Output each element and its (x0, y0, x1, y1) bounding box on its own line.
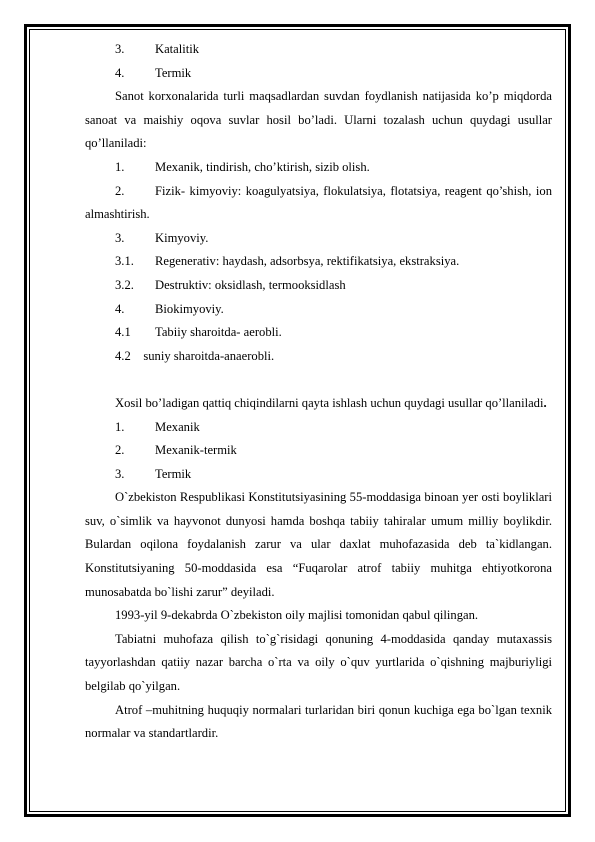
list-number: 3. (115, 42, 125, 56)
list-text: Mexanik, tindirish, cho’ktirish, sizib olish. (155, 159, 370, 174)
list-item (85, 274, 552, 298)
list-number: 4.1 (115, 325, 131, 340)
list-item: 4.2 suniy sharoitda-anaerobli. (115, 348, 275, 363)
paragraph-1993: 1993-yil 9-dekabrda O`zbekiston oily majlisi tomonidan qabul qilingan. (115, 608, 479, 623)
paragraph-xosil (85, 392, 552, 416)
paragraph-constitution: O`zbekiston Respublikasi Konstitutsiyasining 55-moddasiga binoan yer osti boyliklari suv, o`simlik va hayvonot dunyosi hamda boshqa tabiiy tahiralar umum milliy boylikdir. Bulardan oqilona foydalanish zarur va ular daxlat muhofazasida deb ta`kidlangan. Konstitutsiyaning 50-moddasida esa “Fuqarolar atrof tabiiy muhitga ehtiyotkorona munosabatda bo`lishi zarur” deyiladi. (85, 490, 552, 599)
list-item-wrapped (85, 180, 552, 227)
paragraph-atrof: Atrof –muhitning huquqiy normalari turlaridan biri qonun kuchiga ega bo`lgan texnik normalar va standartlardir. (85, 702, 552, 741)
list-item (85, 439, 552, 463)
list-item (85, 298, 552, 322)
list-number: 3.2. (115, 277, 134, 292)
document-body (85, 38, 552, 746)
list-text: Tabiiy sharoitda- aerobli. (155, 325, 282, 340)
blank-line (85, 368, 552, 392)
list-item (85, 38, 552, 62)
list-item (85, 416, 552, 440)
list-number: 2. (115, 443, 125, 458)
paragraph-sanot: Sanot korxonalarida turli maqsadlardan suvdan foydlanish natijasida ko’p miqdorda sanoat va maishiy oqova suvlar hosil bo’ladi. Ularni tozalash uchun quydagi usullar qo’llaniladi: (85, 89, 552, 151)
list-number: 1. (115, 419, 125, 434)
list-number: 4. (115, 301, 125, 316)
paragraph-text: Xosil bo’ladigan qattiq chiqindilarni qayta ishlash uchun quydagi usullar qo’llaniladi (115, 395, 544, 410)
list-text: Kimyoviy. (155, 230, 209, 245)
list-number: 3.1. (115, 254, 134, 269)
list-text: Mexanik (155, 419, 200, 434)
paragraph-tabiatni: Tabiatni muhofaza qilish to`g`risidagi qonuning 4-moddasida qanday mutaxassis tayyorlashdan qatiiy nazar barcha o`rta va oily o`quv yurtlarida o`qishning majburiyligi belgilab qo`yilgan. (85, 631, 552, 694)
list-item (85, 250, 552, 274)
list-item (85, 463, 552, 487)
list-text: Mexanik-termik (155, 443, 237, 458)
list-number: 2. (115, 183, 125, 198)
list-text: Katalitik (155, 42, 200, 56)
paragraph-end-dot: . (543, 395, 547, 410)
list-text: Termik (155, 466, 192, 481)
list-item (85, 227, 552, 251)
list-text: Regenerativ: haydash, adsorbsya, rektifikatsiya, ekstraksiya. (155, 254, 460, 269)
list-number: 4. (115, 65, 125, 80)
list-number: 1. (115, 159, 125, 174)
list-text: Destruktiv: oksidlash, termooksidlash (155, 277, 346, 292)
list-item (85, 62, 552, 86)
list-number: 3. (115, 230, 125, 245)
list-text: Fizik- kimyoviy: koagulyatsiya, flokulatsiya, flotatsiya, reagent qo’shish, ion almashtirish. (85, 183, 552, 222)
list-item (85, 321, 552, 345)
list-text: Termik (155, 65, 192, 80)
list-item (85, 156, 552, 180)
list-text: Biokimyoviy. (155, 301, 224, 316)
list-number: 3. (115, 466, 125, 481)
